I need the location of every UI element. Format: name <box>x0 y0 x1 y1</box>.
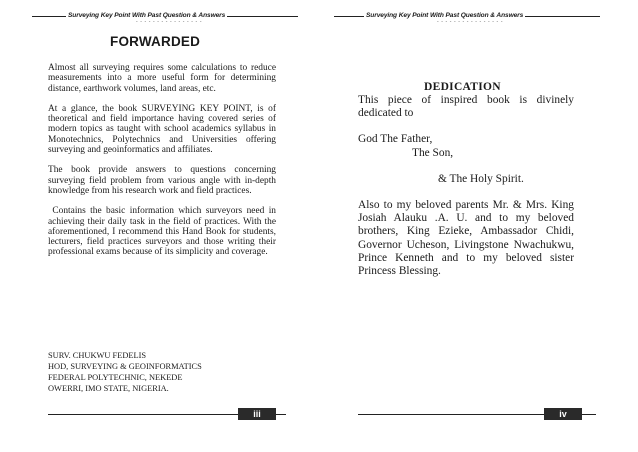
page-number-iv: iv <box>544 408 582 420</box>
right-page-footer <box>358 408 596 420</box>
left-page-footer <box>48 408 286 420</box>
signature-name: SURV. CHUKWU FEDELIS <box>48 351 147 360</box>
dedication-intro: This piece of inspired book is divinely dedicated to <box>358 94 574 120</box>
footer-rule-right <box>582 414 596 415</box>
signature-block <box>48 350 288 394</box>
signature-institution: FEDERAL POLYTECHNIC, NEKEDE <box>48 373 183 383</box>
dedication-parents: Also to my beloved parents Mr. & Mrs. King Josiah Alauku .A. U. and to my beloved brothers, King Ezieke, Ambassador Chidi, Governor Ucheson, Livingstone Nwachukwu, Prince Kenneth and to my beloved sister Princess Blessing. <box>358 199 574 278</box>
forwarded-paragraph-1: Almost all surveying requires some calculations to reduce measurements into a more useful form for determining distance, earthwork volumes, land areas, etc. <box>48 63 276 94</box>
dedication-body <box>358 94 574 278</box>
signature-title: HOD, SURVEYING & GEOINFORMATICS <box>48 362 202 372</box>
forwarded-heading: FORWARDED <box>110 34 201 49</box>
header-rule-right <box>525 16 600 17</box>
header-rule-left <box>32 16 66 17</box>
header-dots: - - - - - - - - - - - - - - - - <box>136 19 203 25</box>
dedication-the-son: The Son, <box>412 146 454 159</box>
forwarded-paragraph-4: Contains the basic information which surveyors need in achieving their daily task in the field of practices. With the aforementioned, I recommend this Hand Book for students, lecturers, field practices surveyors and those writing their professional exams because of its simplicity and coverage. <box>48 206 279 258</box>
dedication-heading: DEDICATION <box>424 81 501 93</box>
page-number-iii: iii <box>238 408 276 420</box>
header-rule-right <box>227 16 298 17</box>
footer-rule-right <box>276 414 286 415</box>
running-header-title: Surveying Key Point With Past Question & Answers <box>366 11 524 19</box>
dedication-holy-spirit: & The Holy Spirit. <box>438 172 524 185</box>
right-page <box>319 0 638 452</box>
header-dots: - - - - - - - - - - - - - - - - <box>437 19 504 25</box>
header-rule-left <box>334 16 364 17</box>
footer-rule-left <box>48 414 238 415</box>
forwarded-paragraph-2: At a glance, the book SURVEYING KEY POINT, is of theoretical and field importance having covered series of modern topics as taught with school academics syllabus in Monotechnics, Polytechnics and Universities offering surveying and geoinformatics and affiliates. <box>48 103 276 156</box>
dedication-god-the-father: God The Father, <box>358 133 433 146</box>
footer-rule-left <box>358 414 544 415</box>
running-header-title: Surveying Key Point With Past Question & Answers <box>68 11 226 19</box>
forwarded-body <box>48 63 279 268</box>
signature-location: OWERRI, IMO STATE, NIGERIA. <box>48 384 169 394</box>
forwarded-paragraph-3: The book provide answers to questions concerning surveying field problem from various angle with in-depth knowledge from his research work and field practices. <box>48 165 276 196</box>
